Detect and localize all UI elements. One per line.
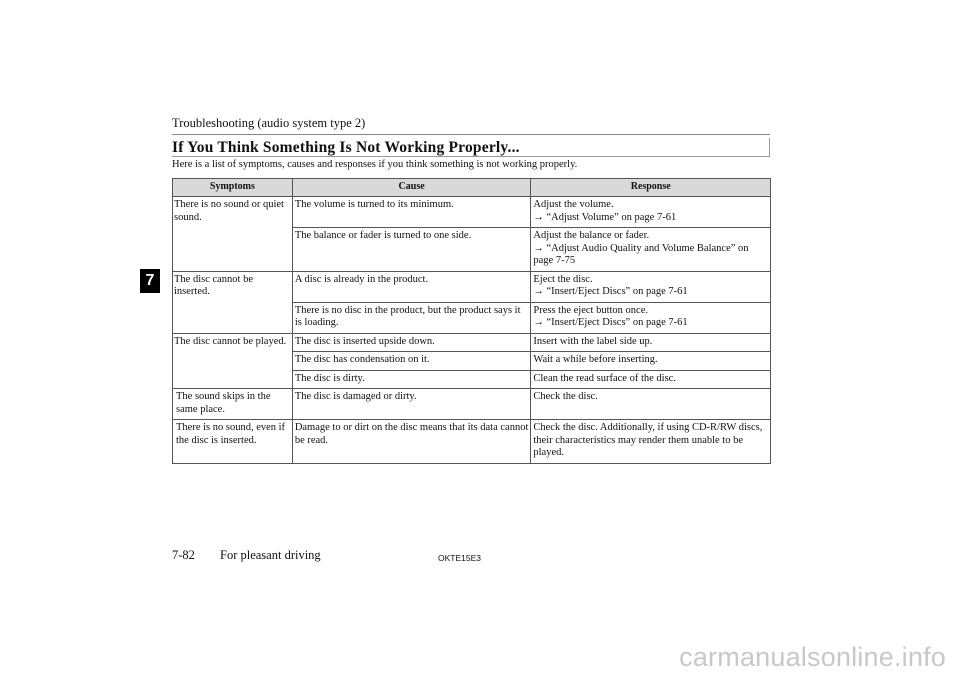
page-title: If You Think Something Is Not Working Properly... (172, 139, 520, 156)
response-line: Eject the disc. (533, 273, 593, 285)
response-line: Press the eject button once. (533, 304, 648, 316)
response-cell (531, 197, 771, 228)
response-reference: → “Adjust Audio Quality and Volume Balance” on page 7-75 (533, 242, 749, 266)
response-cell: Insert with the label side up. (531, 333, 771, 352)
table-row (173, 333, 771, 352)
response-reference: → “Adjust Volume” on page 7-61 (533, 211, 677, 223)
cause-cell: There is no disc in the product, but the product says it is loading. (292, 302, 531, 333)
watermark: carmanualsonline.info (679, 642, 946, 672)
table-row (173, 271, 771, 302)
symptom-cell: The sound skips in the same place. (173, 389, 293, 420)
cause-cell: A disc is already in the product. (292, 271, 531, 302)
page-number: 7-82 (172, 548, 195, 562)
header-rule (172, 134, 770, 135)
symptom-cell: There is no sound or quiet sound. (173, 197, 293, 272)
symptom-cell: The disc cannot be played. (173, 333, 293, 389)
response-cell: Check the disc. (531, 389, 771, 420)
running-header: Troubleshooting (audio system type 2) (172, 116, 366, 130)
response-cell: Check the disc. Additionally, if using CD-R/RW discs, their characteristics may render them unable to be played. (531, 420, 771, 464)
response-cell (531, 302, 771, 333)
document-code: OKTE15E3 (438, 553, 481, 563)
response-cell (531, 271, 771, 302)
troubleshooting-table (172, 178, 771, 464)
intro-text: Here is a list of symptoms, causes and responses if you think something is not working properly. (172, 159, 578, 170)
column-header-cause: Cause (292, 179, 531, 197)
response-line: Adjust the volume. (533, 199, 614, 210)
response-cell (531, 228, 771, 272)
cause-cell: The disc is damaged or dirty. (292, 389, 531, 420)
cause-cell: The balance or fader is turned to one side. (292, 228, 531, 272)
chapter-tab: 7 (140, 269, 160, 293)
table-row (173, 420, 771, 464)
response-line: Adjust the balance or fader. (533, 230, 650, 241)
response-cell: Clean the read surface of the disc. (531, 370, 771, 389)
cause-cell: The volume is turned to its minimum. (292, 197, 531, 228)
column-header-response: Response (531, 179, 771, 197)
cause-cell: The disc has condensation on it. (292, 352, 531, 371)
response-cell: Wait a while before inserting. (531, 352, 771, 371)
column-header-symptoms: Symptoms (173, 179, 293, 197)
footer-section: For pleasant driving (220, 548, 321, 562)
cause-cell: Damage to or dirt on the disc means that its data cannot be read. (292, 420, 531, 464)
table-header-row (173, 179, 771, 197)
cause-cell: The disc is dirty. (292, 370, 531, 389)
table-row (173, 197, 771, 228)
table-row (173, 389, 771, 420)
cause-cell: The disc is inserted upside down. (292, 333, 531, 352)
response-reference: → “Insert/Eject Discs” on page 7-61 (533, 286, 688, 297)
symptom-cell: There is no sound, even if the disc is inserted. (173, 420, 293, 464)
symptom-cell: The disc cannot be inserted. (173, 271, 293, 333)
response-reference: → “Insert/Eject Discs” on page 7-61 (533, 317, 688, 328)
